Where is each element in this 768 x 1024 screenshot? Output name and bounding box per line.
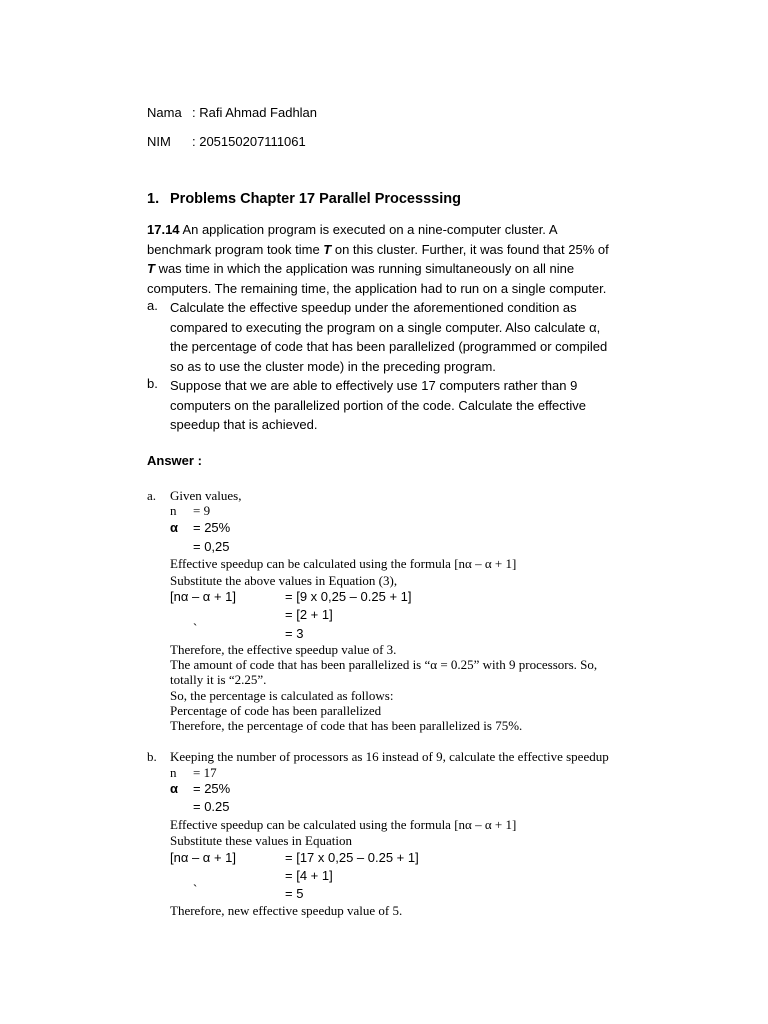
answer-a-n-label: n bbox=[170, 503, 177, 518]
answer-a-conclusion: Therefore, the percentage of code that has been parallelized is 75%. bbox=[170, 718, 523, 733]
answer-b-therefore: Therefore, new effective speedup value of 5. bbox=[170, 903, 403, 918]
answer-a-formula-line: Effective speedup can be calculated using the formula [nα – α + 1] bbox=[170, 556, 517, 571]
answer-b-backtick: ` bbox=[193, 882, 198, 897]
nama-label: Nama bbox=[147, 105, 182, 120]
nim-value: : 205150207111061 bbox=[192, 134, 306, 149]
answer-b-alpha-value: = 25% bbox=[193, 781, 231, 796]
question-a: Calculate the effective speedup under the aforementioned condition as compared to executing the program on a single computer. Also calculate α, the percentage of code that has been parallelized (programmed or compiled so as to use the cluster mode) in the preceding program. bbox=[170, 300, 608, 374]
answer-a-so: So, the percentage is calculated as follows: bbox=[170, 688, 394, 703]
answer-a-amount-2: totally it is “2.25”. bbox=[170, 672, 267, 687]
problem-line-1: 17.14 An application program is executed on a nine-computer cluster. A bbox=[147, 222, 558, 237]
answer-b-alpha-label: α bbox=[170, 781, 178, 796]
answer-a-percentage: Percentage of code has been parallelized bbox=[170, 703, 382, 718]
answer-a-step-3: = 3 bbox=[285, 626, 304, 641]
answer-b-alpha-value-2: = 0.25 bbox=[193, 799, 230, 814]
answer-b-step-2: = [4 + 1] bbox=[285, 868, 333, 883]
answer-a-step-1: = [9 x 0,25 – 0.25 + 1] bbox=[285, 589, 412, 604]
answer-b-keeping: Keeping the number of processors as 16 instead of 9, calculate the effective speedup bbox=[170, 749, 609, 764]
answer-a-therefore: Therefore, the effective speedup value of 3. bbox=[170, 642, 397, 657]
answer-b-substitute: Substitute these values in Equation bbox=[170, 833, 352, 848]
answer-a-n-value: = 9 bbox=[193, 503, 211, 518]
answer-a-alpha-value: = 25% bbox=[193, 520, 231, 535]
answer-a-marker: a. bbox=[147, 488, 157, 503]
answer-b-marker: b. bbox=[147, 749, 157, 764]
answer-b-step-1: = [17 x 0,25 – 0.25 + 1] bbox=[285, 850, 419, 865]
problem-id: 17.14 bbox=[147, 222, 180, 237]
problem-line-2: benchmark program took time T on this cluster. Further, it was found that 25% of bbox=[147, 241, 609, 257]
answer-b-step-3: = 5 bbox=[285, 886, 304, 901]
problem-line-4: computers. The remaining time, the application had to run on a single computer. bbox=[147, 280, 607, 296]
problem-line-3: T was time in which the application was running simultaneously on all nine bbox=[147, 261, 575, 277]
nim-label: NIM bbox=[147, 134, 171, 149]
answer-b-expression: [nα – α + 1] bbox=[170, 850, 236, 865]
answer-a-expression: [nα – α + 1] bbox=[170, 589, 236, 604]
section-number: 1. bbox=[147, 191, 160, 207]
answer-label: Answer : bbox=[147, 453, 202, 468]
question-b: Suppose that we are able to effectively use 17 computers rather than 9 computers on the parallelized portion of the code. Calculate the effective speedup that is achieved. bbox=[170, 378, 587, 433]
answer-a-step-2: = [2 + 1] bbox=[285, 607, 333, 622]
answer-a-substitute: Substitute the above values in Equation (3), bbox=[170, 573, 398, 588]
question-b-marker: b. bbox=[147, 376, 158, 391]
question-a-marker: a. bbox=[147, 298, 158, 313]
section-title: Problems Chapter 17 Parallel Processsing bbox=[170, 191, 461, 207]
answer-b-formula-line: Effective speedup can be calculated using the formula [nα – α + 1] bbox=[170, 817, 517, 832]
problem-intro bbox=[147, 220, 667, 298]
answer-b-n-label: n bbox=[170, 765, 177, 780]
answer-a-alpha-label: α bbox=[170, 520, 178, 535]
answer-b-n-value: = 17 bbox=[193, 765, 217, 780]
answer-a-backtick: ` bbox=[193, 621, 198, 636]
answer-a-amount-1: The amount of code that has been parallelized is “α = 0.25” with 9 processors. So, bbox=[170, 657, 598, 672]
answer-a-given: Given values, bbox=[170, 488, 242, 503]
nama-value: : Rafi Ahmad Fadhlan bbox=[192, 105, 318, 120]
answer-a-alpha-value-2: = 0,25 bbox=[193, 539, 230, 554]
